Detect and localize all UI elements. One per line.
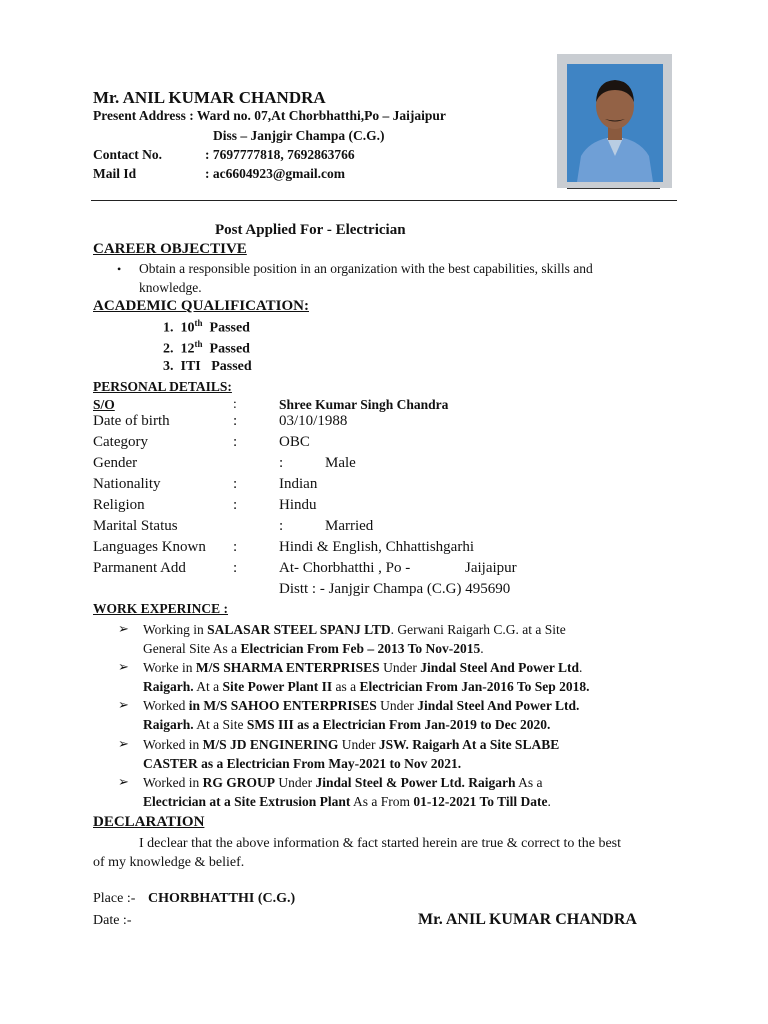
colon: : <box>279 455 284 471</box>
contact-value: : 7697777818, 7692863766 <box>205 147 355 162</box>
photo-underline <box>567 188 660 189</box>
work-text-segment: As a <box>515 775 543 790</box>
work-text-segment: in M/S SAHOO ENTERPRISES <box>188 698 377 713</box>
personal-value: 03/10/1988 <box>279 413 348 429</box>
header-divider <box>91 200 677 201</box>
work-text-segment: Worked in <box>143 775 203 790</box>
qualification-item <box>163 318 250 337</box>
personal-value: Hindi & English, Chhattishgarhi <box>279 539 474 555</box>
qualification-number: 3. <box>163 359 174 374</box>
qualification-name: 12 <box>180 341 195 357</box>
work-text-segment: CASTER as a Electrician From May-2021 to Nov 2021. <box>143 756 462 771</box>
personal-label: Parmanent Add <box>93 560 186 576</box>
personal-value: Married <box>325 518 374 534</box>
address-post: Jaijaipur <box>465 560 517 576</box>
work-text-segment: As a From <box>350 794 414 809</box>
work-text-segment: Worked in <box>143 737 203 752</box>
career-objective-heading: CAREER OBJECTIVE <box>93 241 247 257</box>
contact-label: Contact No. <box>93 147 162 162</box>
qualification-name: 10 <box>180 320 195 336</box>
work-text-segment: Raigarh. <box>143 679 194 694</box>
declaration-text: I declear that the above information & fact started herein are true & correct to the best <box>139 836 622 851</box>
work-text-segment: Jindal Steel And Power Ltd. <box>417 698 580 713</box>
work-experience-text <box>143 696 673 715</box>
personal-label: Gender <box>93 455 138 471</box>
personal-label: Marital Status <box>93 518 178 534</box>
work-text-segment: 01-12-2021 To Till Date <box>413 794 548 809</box>
work-text-segment: Electrician From Jan-2016 To Sep 2018. <box>359 679 590 694</box>
candidate-name: Mr. ANIL KUMAR CHANDRA <box>93 88 326 107</box>
work-text-segment: General Site As a <box>143 641 241 656</box>
work-experience-text <box>143 754 673 773</box>
work-text-segment: Raigarh. <box>143 717 194 732</box>
arrow-bullet-icon: ➢ <box>118 621 129 636</box>
work-text-segment: Jindal Steel & Power Ltd. Raigarh <box>315 775 516 790</box>
work-text-segment: M/S JD ENGINERING <box>202 737 339 752</box>
qualification-suffix: th <box>194 339 203 349</box>
work-experience-text <box>143 658 673 677</box>
work-experience-text <box>143 735 673 754</box>
work-text-segment: . Gerwani Raigarh C.G. at a Site <box>390 622 566 637</box>
qualification-item <box>163 339 250 358</box>
work-text-segment: Electrician at a Site Extrusion Plant <box>143 794 351 809</box>
arrow-bullet-icon: ➢ <box>118 736 129 751</box>
so-value: Shree Kumar Singh Chandra <box>279 397 449 412</box>
mail-value: : ac6604923@gmail.com <box>205 166 346 181</box>
work-experience-text <box>143 773 673 792</box>
work-experience-text <box>143 677 673 696</box>
personal-value: Male <box>325 455 356 471</box>
work-experience-text <box>143 792 673 811</box>
work-text-segment: . <box>578 660 583 675</box>
work-text-segment: SALASAR STEEL SPANJ LTD <box>207 622 391 637</box>
work-text-segment: Under <box>379 660 421 675</box>
personal-details-heading: PERSONAL DETAILS: <box>93 379 232 394</box>
work-text-segment: Worked <box>143 698 189 713</box>
colon: : <box>233 497 238 513</box>
qualification-status: Passed <box>209 341 250 357</box>
work-text-segment: Working in <box>143 622 208 637</box>
personal-value: Hindu <box>279 497 317 513</box>
work-text-segment: SMS III as a Electrician From Jan-2019 to Dec 2020. <box>246 717 551 732</box>
place-label: Place :- <box>93 891 136 906</box>
colon: : <box>233 539 238 555</box>
date-label: Date :- <box>93 913 132 928</box>
colon: : <box>233 560 238 576</box>
work-experience-text <box>143 715 673 734</box>
work-experience-text <box>143 639 673 658</box>
work-text-segment: Worke in <box>143 660 196 675</box>
qualification-item <box>163 359 252 375</box>
work-experience-text <box>143 620 673 639</box>
work-text-segment: Under <box>275 775 316 790</box>
so-label: S/O <box>93 397 115 412</box>
work-text-segment: At a Site <box>193 717 247 732</box>
career-objective-text-2: knowledge. <box>139 280 202 295</box>
address-line-2: Diss – Janjgir Champa (C.G.) <box>213 128 385 143</box>
personal-value: OBC <box>279 434 310 450</box>
mail-label: Mail Id <box>93 166 137 181</box>
colon: : <box>233 396 237 411</box>
personal-label: Category <box>93 434 148 450</box>
personal-label: Religion <box>93 497 145 513</box>
work-experience-heading: WORK EXPERINCE : <box>93 601 229 616</box>
work-text-segment: At a <box>193 679 223 694</box>
colon: : <box>233 476 238 492</box>
personal-label: Languages Known <box>93 539 206 555</box>
qualification-number: 1. <box>163 320 174 336</box>
work-text-segment: Under <box>338 737 379 752</box>
place-value: CHORBHATTHI (C.G.) <box>148 891 296 906</box>
qualification-name: ITI <box>180 359 201 374</box>
work-text-segment: . <box>547 794 551 809</box>
work-text-segment: Electrician From Feb – 2013 To Nov-2015 <box>240 641 481 656</box>
work-text-segment: M/S SHARMA ENTERPRISES <box>195 660 380 675</box>
personal-value: Indian <box>279 476 318 492</box>
arrow-bullet-icon: ➢ <box>118 659 129 674</box>
work-text-segment: JSW. Raigarh At a Site SLABE <box>378 737 560 752</box>
career-objective-text: Obtain a responsible position in an organization with the best capabilities, skills and <box>139 261 593 276</box>
work-text-segment: Jindal Steel And Power Ltd <box>420 660 579 675</box>
personal-label: Date of birth <box>93 413 170 429</box>
qualification-status: Passed <box>209 320 250 336</box>
colon: : <box>233 413 238 429</box>
post-applied: Post Applied For - Electrician <box>215 222 406 238</box>
personal-value: At- Chorbhatthi , Po - <box>279 560 411 576</box>
work-text-segment: RG GROUP <box>202 775 276 790</box>
declaration-text-2: of my knowledge & belief. <box>93 855 245 870</box>
work-text-segment: Under <box>376 698 418 713</box>
signature-name: Mr. ANIL KUMAR CHANDRA <box>418 911 637 928</box>
address-line-1: Present Address : Ward no. 07,At Chorbhatthi,Po – Jaijaipur <box>93 108 446 123</box>
work-text-segment: as a <box>332 679 360 694</box>
work-text-segment: Site Power Plant II <box>222 679 333 694</box>
academic-heading: ACADEMIC QUALIFICATION: <box>93 298 309 314</box>
qualification-number: 2. <box>163 341 174 357</box>
qualification-suffix: th <box>194 318 203 328</box>
colon: : <box>279 518 284 534</box>
bullet-icon: • <box>117 262 122 276</box>
profile-photo <box>567 64 663 182</box>
person-silhouette-icon <box>567 64 663 182</box>
colon: : <box>233 434 238 450</box>
personal-label: Nationality <box>93 476 161 492</box>
declaration-heading: DECLARATION <box>93 814 205 830</box>
qualification-status: Passed <box>211 359 252 374</box>
arrow-bullet-icon: ➢ <box>118 774 129 789</box>
work-text-segment: . <box>480 641 484 656</box>
address-district: Distt : - Janjgir Champa (C.G) 495690 <box>279 581 511 597</box>
arrow-bullet-icon: ➢ <box>118 697 129 712</box>
